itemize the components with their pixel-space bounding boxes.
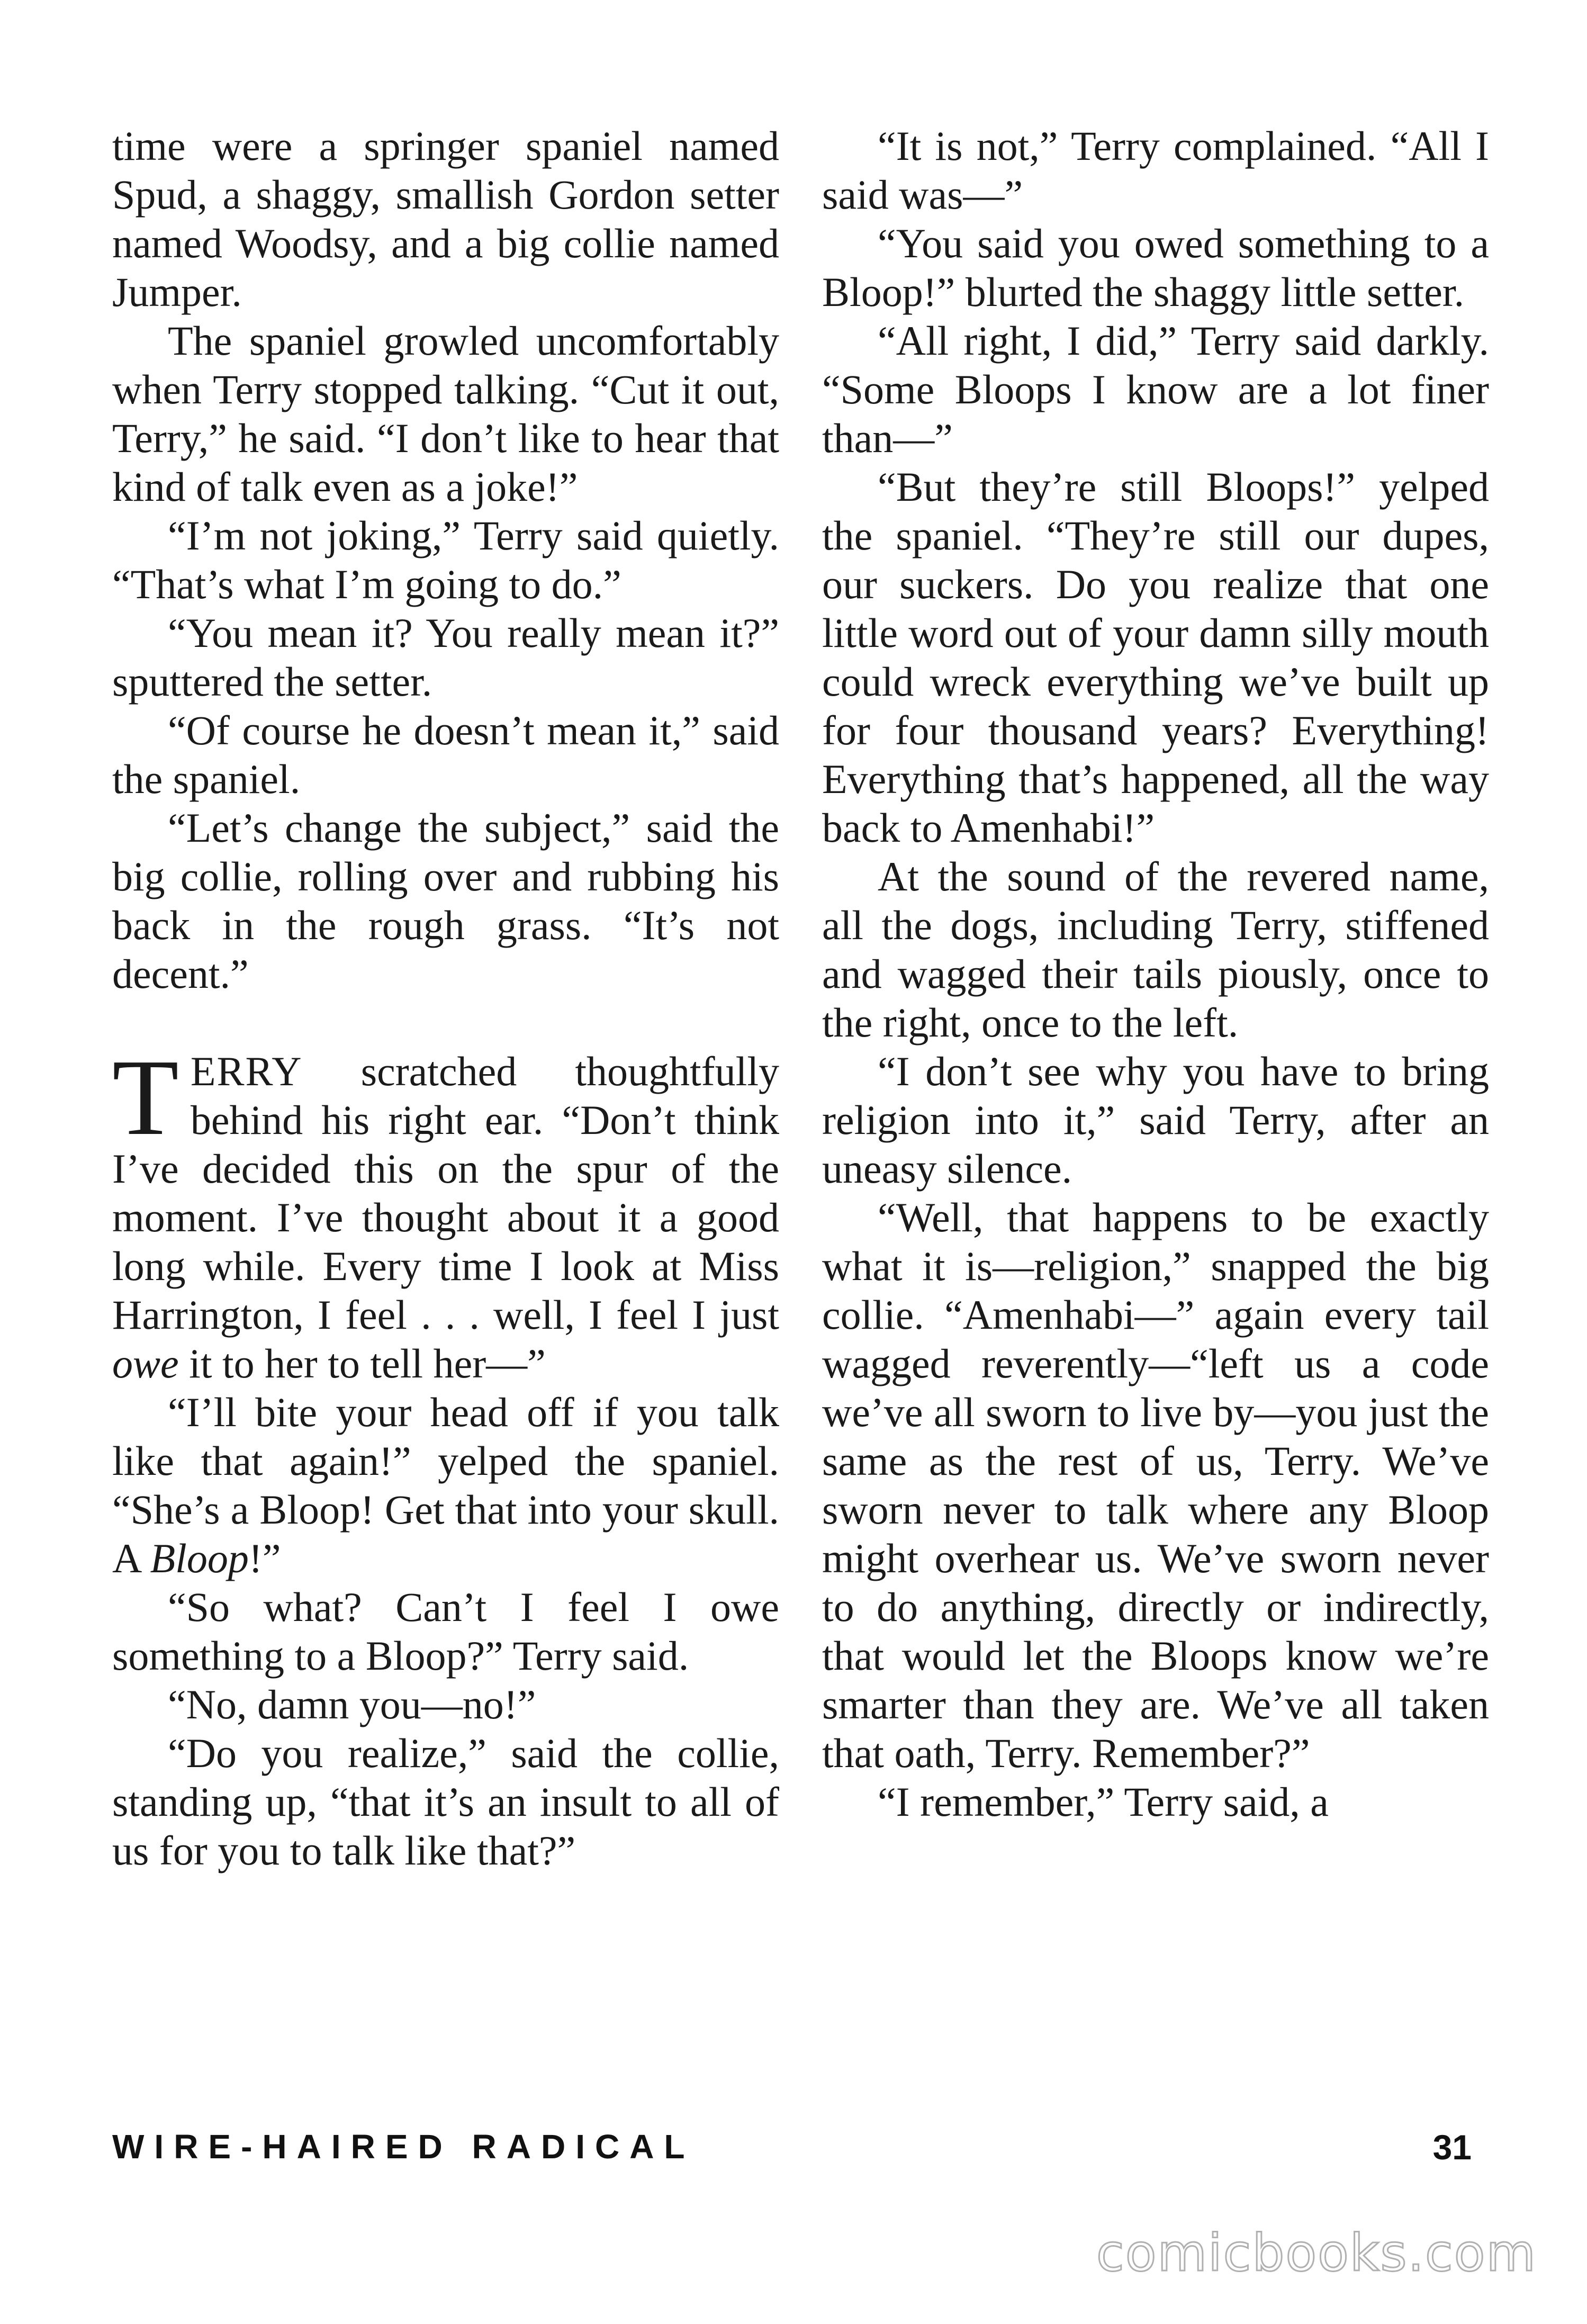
paragraph: “It is not,” Terry complained. “All I said was—” — [822, 123, 1489, 218]
paragraph: “All right, I did,” Terry said darkly. “Some Bloops I know are a lot finer than—” — [822, 318, 1489, 461]
paragraph: “No, damn you—no!” — [168, 1681, 536, 1727]
emphasis: owe — [112, 1340, 179, 1386]
emphasis: Bloop — [150, 1535, 249, 1581]
paragraph: “You said you owed something to a Bloop!” blurted the shaggy little setter. — [822, 220, 1489, 315]
right-text-column — [822, 122, 1489, 1826]
running-footer-title: WIRE-HAIRED RADICAL — [112, 2128, 695, 2166]
left-text-column — [112, 122, 779, 1875]
paragraph: “I’m not joking,” Terry said quietly. “That’s what I’m going to do.” — [112, 512, 779, 607]
page-number: 31 — [1432, 2128, 1472, 2167]
paragraph: time were a springer spaniel named Spud, a shaggy, smallish Gordon setter named Woodsy, and a big collie named Jumper. — [112, 123, 779, 315]
paragraph: “You mean it? You really mean it?” sputtered the setter. — [112, 610, 779, 705]
paragraph — [112, 1388, 779, 1583]
paragraph: “I remember,” Terry said, a — [878, 1779, 1329, 1825]
drop-cap: T — [112, 1037, 179, 1158]
paragraph: “So what? Can’t I feel I owe something to a Bloop?” Terry said. — [112, 1584, 779, 1679]
paragraph-text: !” — [248, 1535, 281, 1581]
small-caps-word: ERRY — [190, 1048, 303, 1094]
paragraph: “Of course he doesn’t mean it,” said the spaniel. — [112, 707, 779, 802]
paragraph: “But they’re still Bloops!” yelped the spaniel. “They’re still our dupes, our suckers. Do you realize that one little word out of your damn silly mouth could wreck everything we’ve built up for four thousand years? Everything! Everything that’s happened, all the way back to Amenhabi!” — [822, 464, 1489, 851]
paragraph: “I don’t see why you have to bring religion into it,” said Terry, after an uneasy silence. — [822, 1048, 1489, 1192]
paragraph: At the sound of the revered name, all the dogs, including Terry, stiffened and wagged their tails piously, once to the right, once to the left. — [822, 853, 1489, 1046]
paragraph-text: “I’ll bite your head off if you talk like that again!” yelped the spaniel. “She’s a Bloop! Get that into your skull. A — [112, 1389, 779, 1581]
paragraph: “Let’s change the subject,” said the big collie, rolling over and rubbing his back in the rough grass. “It’s not decent.” — [112, 805, 779, 997]
site-watermark: comicbooks.com — [1096, 2223, 1537, 2283]
section-opening-paragraph — [112, 1037, 779, 1388]
paragraph-text: scratched thoughtfully behind his right ear. “Don’t think I’ve decided this on the spur of the moment. I’ve thought about it a good long while. Every time I look at Miss Harrington, I feel . . . well, I feel I just — [112, 1048, 779, 1338]
paragraph: “Well, that happens to be exactly what it is—religion,” snapped the big collie. “Amenhabi—” again every tail wagged reverently—“left us a code we’ve all sworn to live by—you just the same as the rest of us, Terry. We’ve sworn never to talk where any Bloop might overhear us. We’ve sworn never to do anything, directly or indirectly, that would let the Bloops know we’re smarter than they are. We’ve all taken that oath, Terry. Remember?” — [822, 1194, 1489, 1776]
paragraph: “Do you realize,” said the collie, standing up, “that it’s an insult to all of us for you to talk like that?” — [112, 1730, 779, 1873]
paragraph-text: it to her to tell her—” — [178, 1340, 546, 1386]
paragraph: The spaniel growled uncomfortably when Terry stopped talking. “Cut it out, Terry,” he said. “I don’t like to hear that kind of talk even as a joke!” — [112, 318, 779, 510]
